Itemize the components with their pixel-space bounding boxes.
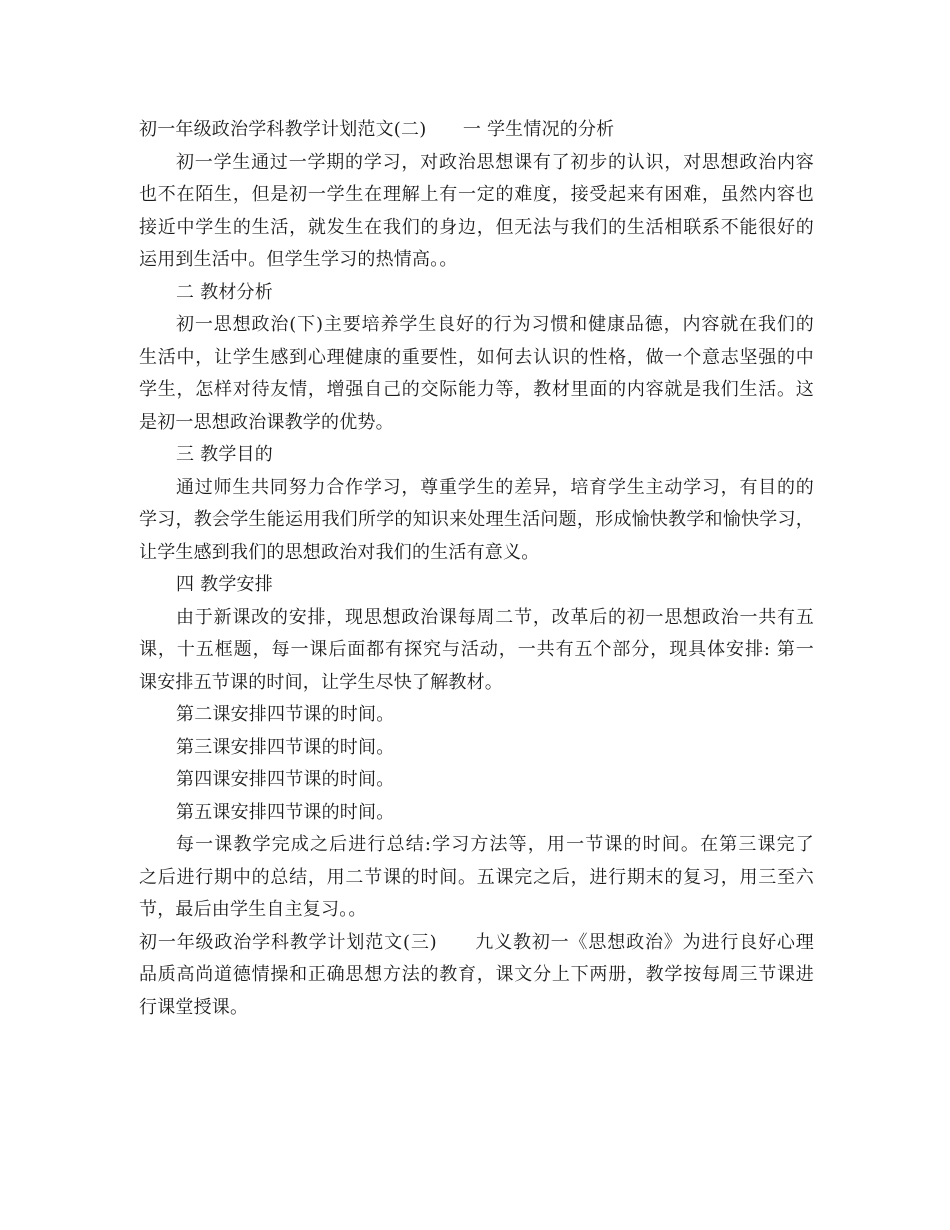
schedule-item: 第二课安排四节课的时间。	[176, 704, 395, 725]
section-heading-goals: 三 教学目的	[176, 444, 273, 465]
paragraph-line: 学习，教会学生能运用我们所学的知识来处理生活问题，形成愉快教学和愉快学习，	[139, 509, 814, 530]
heading-plan-two: 初一年级政治学科教学计划范文(二) 一 学生情况的分析	[139, 119, 615, 140]
paragraph-line: 生活中，让学生感到心理健康的重要性，如何去认识的性格，做一个意志坚强的中	[139, 346, 814, 368]
paragraph-line: 品质高尚道德情操和正确思想方法的教育，课文分上下两册，教学按每周三节课进	[139, 964, 814, 985]
paragraph-line: 运用到生活中。但学生学习的热情高。。	[139, 249, 458, 270]
paragraph-line: 让学生感到我们的思想政治对我们的生活有意义。	[139, 541, 540, 563]
paragraph-line: 也不在陌生，但是初一学生在理解上有一定的难度，接受起来有困难，虽然内容也	[139, 184, 814, 205]
paragraph-line: 行课堂授课。	[139, 996, 249, 1018]
paragraph-line: 课安排五节课的时间，让学生尽快了解教材。	[139, 671, 503, 693]
schedule-item: 第四课安排四节课的时间。	[176, 769, 395, 790]
paragraph-line: 节，最后由学生自主复习。。	[139, 899, 367, 920]
paragraph-line: 接近中学生的生活，就发生在我们的身边，但无法与我们的生活相联系不能很好的	[139, 216, 814, 238]
paragraph-line: 通过师生共同努力合作学习，尊重学生的差异，培育学生主动学习，有目的的	[176, 476, 814, 498]
section-heading-schedule: 四 教学安排	[176, 574, 273, 595]
paragraph-line: 每一课教学完成之后进行总结:学习方法等，用一节课的时间。在第三课完了	[176, 834, 814, 855]
document-body	[139, 114, 814, 1024]
paragraph-line: 学生，怎样对待友情，增强自己的交际能力等，教材里面的内容就是我们生活。这	[139, 379, 814, 400]
schedule-item: 第五课安排四节课的时间。	[176, 801, 395, 823]
paragraph-line: 由于新课改的安排，现思想政治课每周二节，改革后的初一思想政治一共有五	[176, 606, 814, 628]
paragraph-line: 初一学生通过一学期的学习，对政治思想课有了初步的认识，对思想政治内容	[176, 151, 814, 173]
section-heading-materials: 二 教材分析	[176, 281, 273, 303]
heading-plan-three: 初一年级政治学科教学计划范文(三) 九义教初一《思想政治》为进行良好心理	[139, 931, 814, 953]
paragraph-line: 课，十五框题，每一课后面都有探究与活动，一共有五个部分，现具体安排: 第一	[139, 639, 814, 660]
paragraph-line: 初一思想政治(下)主要培养学生良好的行为习惯和健康品德，内容就在我们的	[176, 314, 814, 335]
paragraph-line: 是初一思想政治课教学的优势。	[139, 411, 394, 433]
paragraph-line: 之后进行期中的总结，用二节课的时间。五课完之后，进行期末的复习，用三至六	[139, 866, 814, 888]
schedule-item: 第三课安排四节课的时间。	[176, 736, 395, 758]
